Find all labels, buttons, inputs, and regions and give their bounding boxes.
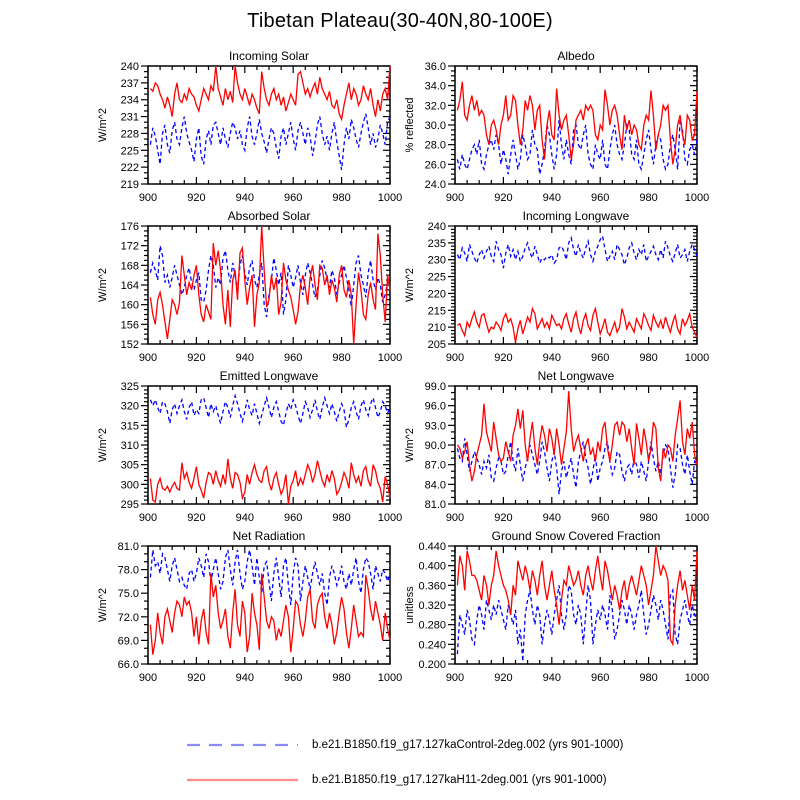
x-tick-label: 980: [639, 352, 658, 364]
y-tick-label: 240: [120, 61, 139, 73]
x-tick-label: 980: [639, 512, 658, 524]
series-control-line: [457, 585, 697, 661]
y-axis-label: % reflected: [404, 97, 416, 153]
x-tick-label: 900: [138, 672, 158, 684]
x-tick-label: 1000: [377, 352, 403, 364]
x-tick-label: 940: [235, 352, 254, 364]
x-tick-label: 920: [187, 352, 206, 364]
y-tick-label: 0.280: [418, 619, 446, 632]
legend-item-control: [185, 727, 623, 762]
x-tick-label: 960: [284, 512, 303, 524]
y-tick-label: 81.0: [117, 541, 139, 553]
series-h11-line: [457, 391, 697, 481]
series-h11-line: [150, 66, 390, 119]
series-control-line: [150, 550, 390, 605]
plot-frame: [148, 386, 390, 504]
x-tick-label: 960: [591, 352, 610, 364]
y-tick-label: 28.0: [424, 139, 446, 152]
y-tick-label: 205: [427, 339, 446, 351]
legend: [185, 727, 623, 797]
y-tick-label: 160: [120, 299, 139, 312]
y-tick-label: 310: [120, 440, 139, 452]
x-tick-label: 900: [445, 352, 465, 364]
y-tick-label: 234: [120, 94, 139, 107]
panel-net-longwave: [393, 370, 733, 540]
x-tick-label: 940: [235, 512, 254, 524]
series-h11-line: [457, 82, 697, 165]
panel-incoming-solar: [86, 50, 426, 220]
series-h11-line: [457, 546, 697, 644]
y-tick-label: 156: [120, 319, 139, 332]
y-tick-label: 320: [120, 400, 139, 413]
legend-dashed-line-swatch: [185, 741, 300, 749]
y-tick-label: 231: [120, 111, 139, 124]
x-tick-label: 980: [639, 672, 658, 684]
x-tick-label: 960: [591, 512, 610, 524]
legend-item-h11: [185, 762, 623, 797]
y-tick-label: 295: [120, 499, 139, 511]
x-tick-label: 900: [138, 512, 158, 524]
x-tick-label: 940: [542, 352, 561, 364]
panel-title: Incoming Longwave: [522, 209, 630, 223]
panel-title: Albedo: [557, 49, 595, 63]
x-tick-label: 900: [445, 672, 465, 684]
y-tick-label: 78.0: [117, 564, 139, 577]
y-tick-label: 228: [120, 128, 139, 141]
y-tick-label: 164: [120, 280, 139, 292]
y-tick-label: 84.0: [424, 479, 446, 492]
x-tick-label: 920: [187, 512, 206, 524]
y-tick-label: 222: [120, 162, 139, 175]
y-tick-label: 0.200: [418, 659, 446, 671]
x-tick-label: 920: [494, 672, 513, 684]
y-tick-label: 230: [427, 254, 446, 267]
legend-solid-line-swatch: [185, 776, 300, 784]
series-h11-line: [457, 309, 697, 343]
y-axis-label: W/m^2: [404, 428, 416, 462]
y-tick-label: 315: [120, 420, 139, 433]
x-tick-label: 980: [639, 192, 658, 204]
x-tick-label: 920: [187, 672, 206, 684]
panel-title: Net Radiation: [232, 529, 306, 543]
y-axis-label: W/m^2: [97, 588, 109, 622]
y-tick-label: 81.0: [424, 499, 446, 511]
plot-frame: [455, 226, 697, 344]
x-tick-label: 960: [284, 352, 303, 364]
y-tick-label: 220: [427, 288, 446, 301]
panel-incoming-longwave: [393, 210, 733, 380]
y-tick-label: 152: [120, 339, 139, 351]
y-tick-label: 0.440: [418, 541, 446, 553]
panel-absorbed-solar: [86, 210, 426, 380]
y-tick-label: 176: [120, 221, 139, 233]
series-control-line: [150, 114, 390, 170]
y-tick-label: 0.400: [418, 560, 446, 573]
y-tick-label: 66.0: [117, 659, 139, 671]
y-tick-label: 237: [120, 77, 139, 90]
y-tick-label: 210: [427, 322, 446, 335]
panel-net-radiation: [86, 530, 426, 700]
plot-frame: [455, 546, 697, 664]
y-tick-label: 300: [120, 479, 139, 492]
x-tick-label: 920: [187, 192, 206, 204]
y-tick-label: 240: [427, 221, 446, 233]
panel-albedo: [393, 50, 733, 220]
panel-title: Ground Snow Covered Fraction: [491, 529, 661, 543]
x-tick-label: 920: [494, 352, 513, 364]
y-tick-label: 93.0: [424, 420, 446, 433]
y-tick-label: 305: [120, 459, 139, 472]
x-tick-label: 1000: [684, 512, 710, 524]
x-tick-label: 920: [494, 192, 513, 204]
y-tick-label: 325: [120, 381, 139, 393]
y-tick-label: 0.240: [418, 639, 446, 652]
x-tick-label: 940: [542, 192, 561, 204]
y-tick-label: 225: [120, 145, 139, 158]
x-tick-label: 1000: [377, 512, 403, 524]
figure-title: Tibetan Plateau(30-40N,80-100E): [247, 10, 553, 32]
x-tick-label: 940: [542, 512, 561, 524]
panel-title: Emitted Longwave: [219, 369, 319, 383]
y-tick-label: 168: [120, 260, 139, 273]
x-tick-label: 1000: [684, 352, 710, 364]
y-tick-label: 172: [120, 240, 139, 253]
x-tick-label: 980: [332, 672, 351, 684]
y-tick-label: 0.320: [418, 600, 446, 612]
x-tick-label: 1000: [684, 192, 710, 204]
y-tick-label: 26.0: [424, 159, 446, 172]
series-h11-line: [150, 574, 390, 655]
panel-title: Net Longwave: [537, 369, 615, 383]
y-tick-label: 99.0: [424, 381, 446, 393]
y-tick-label: 225: [427, 271, 446, 284]
series-control-line: [457, 236, 697, 268]
x-tick-label: 940: [235, 192, 254, 204]
y-tick-label: 219: [120, 179, 139, 191]
y-tick-label: 69.0: [117, 635, 139, 648]
y-tick-label: 0.360: [418, 580, 446, 593]
x-tick-label: 980: [332, 352, 351, 364]
y-tick-label: 34.0: [424, 80, 446, 93]
y-tick-label: 90.0: [424, 440, 446, 452]
x-tick-label: 980: [332, 512, 351, 524]
panel-title: Absorbed Solar: [227, 209, 311, 223]
series-h11-line: [150, 459, 390, 504]
x-tick-label: 900: [138, 352, 158, 364]
x-tick-label: 960: [284, 192, 303, 204]
x-tick-label: 900: [138, 192, 158, 204]
y-axis-label: unitless: [404, 586, 416, 624]
panel-title: Incoming Solar: [228, 49, 310, 63]
series-control-line: [457, 120, 697, 174]
y-tick-label: 87.0: [424, 459, 446, 472]
x-tick-label: 960: [591, 192, 610, 204]
x-tick-label: 900: [445, 192, 465, 204]
y-tick-label: 72.0: [117, 611, 139, 624]
y-tick-label: 24.0: [424, 179, 446, 191]
y-axis-label: W/m^2: [97, 268, 109, 302]
x-tick-label: 920: [494, 512, 513, 524]
panel-emitted-longwave: [86, 370, 426, 540]
x-tick-label: 1000: [377, 672, 403, 684]
legend-label-h11: b.e21.B1850.f19_g17.127kaH11-2deg.001 (yrs 901-1000): [312, 773, 607, 786]
y-tick-label: 32.0: [424, 100, 446, 113]
x-tick-label: 940: [542, 672, 561, 684]
y-tick-label: 30.0: [424, 120, 446, 132]
x-tick-label: 1000: [684, 672, 710, 684]
x-tick-label: 960: [591, 672, 610, 684]
x-tick-label: 900: [445, 512, 465, 524]
y-tick-label: 36.0: [424, 61, 446, 73]
x-tick-label: 960: [284, 672, 303, 684]
panel-ground-snow-covered-fraction: [393, 530, 733, 700]
y-axis-label: W/m^2: [404, 268, 416, 302]
series-control-line: [457, 438, 697, 494]
y-axis-label: W/m^2: [97, 108, 109, 142]
plot-frame: [148, 66, 390, 184]
y-tick-label: 235: [427, 237, 446, 250]
x-tick-label: 1000: [377, 192, 403, 204]
y-tick-label: 96.0: [424, 400, 446, 413]
x-tick-label: 980: [332, 192, 351, 204]
y-tick-label: 215: [427, 305, 446, 318]
x-tick-label: 940: [235, 672, 254, 684]
y-axis-label: W/m^2: [97, 428, 109, 462]
y-tick-label: 75.0: [117, 588, 139, 601]
series-control-line: [150, 396, 390, 428]
legend-label-control: b.e21.B1850.f19_g17.127kaControl-2deg.002 (yrs 901-1000): [312, 738, 624, 751]
